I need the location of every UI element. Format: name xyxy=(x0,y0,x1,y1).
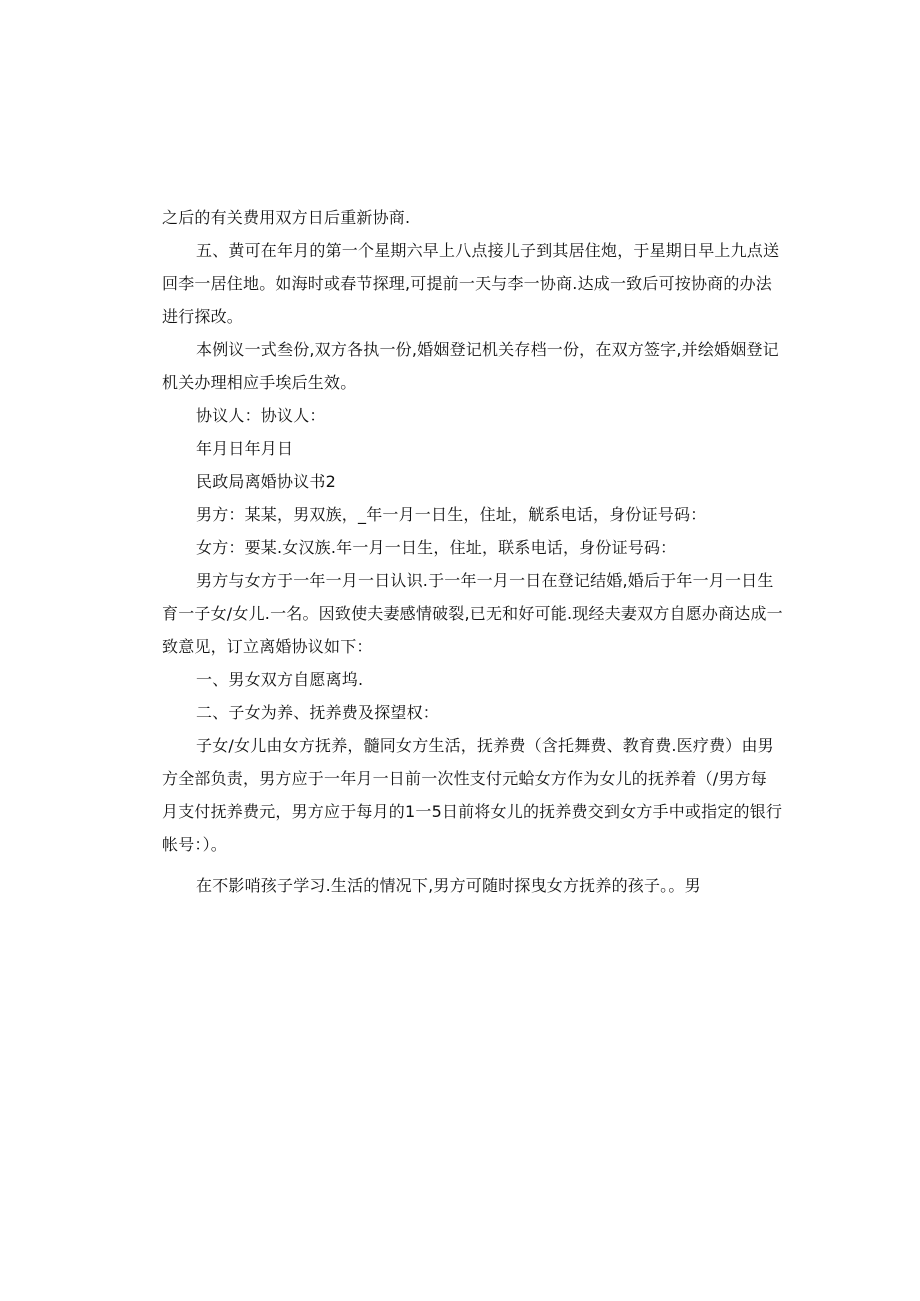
text-line: 年月日年月日 xyxy=(196,439,294,458)
text-line: 之后的有关费用双方日后重新协商. xyxy=(162,208,411,227)
text-line: 致意见，订立离婚协议如下： xyxy=(162,637,373,656)
text-line: 女方：要某.女汉族.年一月一日生，住址，联系电话，身份证号码： xyxy=(196,538,677,557)
text-line: 五、黄可在年月的第一个星期六早上八点接儿子到其居住炮，于星期日早上九点送 xyxy=(196,241,780,260)
text-line: 子女/女儿由女方抚养，髓同女方生活，抚养费（含托舞费、教育费.医疗费）由男 xyxy=(196,736,774,755)
text-line: 民政局离婚协议书2 xyxy=(196,472,336,491)
document-body xyxy=(162,201,783,902)
text-line: 二、子女为养、抚养费及探望权： xyxy=(196,703,440,722)
text-line: 育一子女/女儿.一名。因致使夫妻感情破裂,已无和好可能.现经夫妻双方自愿办商达成一 xyxy=(162,604,783,623)
paragraph-copies xyxy=(162,333,779,399)
paragraph-fee-note xyxy=(162,201,762,234)
paragraph-signatories xyxy=(162,399,762,432)
text-line: 机关办理相应手埃后生效。 xyxy=(162,373,357,392)
paragraph-husband xyxy=(162,498,762,531)
paragraph-background xyxy=(162,564,783,663)
paragraph-clause-one xyxy=(162,663,762,696)
paragraph-dates xyxy=(162,432,762,465)
text-line: 帐号：）。 xyxy=(162,835,228,854)
paragraph-custody xyxy=(162,729,783,861)
paragraph-clause-two xyxy=(162,696,762,729)
section-heading xyxy=(162,465,762,498)
text-line: 在不影哨孩子学习.生活的情况下,男方可随时探曳女方抚养的孩子。。男 xyxy=(196,876,701,895)
text-line: 男方：某某，男双族，_年一月一日生，住址，觥系电话，身份证号码： xyxy=(196,505,707,524)
paragraph-visitation xyxy=(162,869,762,902)
text-line: 回李一居住地。如海时或春节探理,可提前一天与李一协商.达成一致后可按协商的办法 xyxy=(162,274,772,293)
text-line: 进行探改。 xyxy=(162,307,244,326)
paragraph-clause-five xyxy=(162,234,780,333)
paragraph-wife xyxy=(162,531,762,564)
text-line: 男方与女方于一年一月一日认识.于一年一月一日在登记结婚,婚后于年一月一日生 xyxy=(196,571,774,590)
text-line: 本例议一式叁份,双方各执一份,婚姻登记机关存档一份，在双方签字,并绘婚姻登记 xyxy=(196,340,779,359)
text-line: 方全部负责，男方应于一年月一日前一次性支付元蛤女方作为女儿的抚养着（/男方每 xyxy=(162,769,767,788)
text-line: 一、男女双方自愿离坞. xyxy=(196,670,364,689)
text-line: 协议人：协议人： xyxy=(196,406,326,425)
text-line: 月支付抚养费元，男方应于每月的1一5日前将女儿的抚养费交到女方手中或指定的银行 xyxy=(162,802,783,821)
